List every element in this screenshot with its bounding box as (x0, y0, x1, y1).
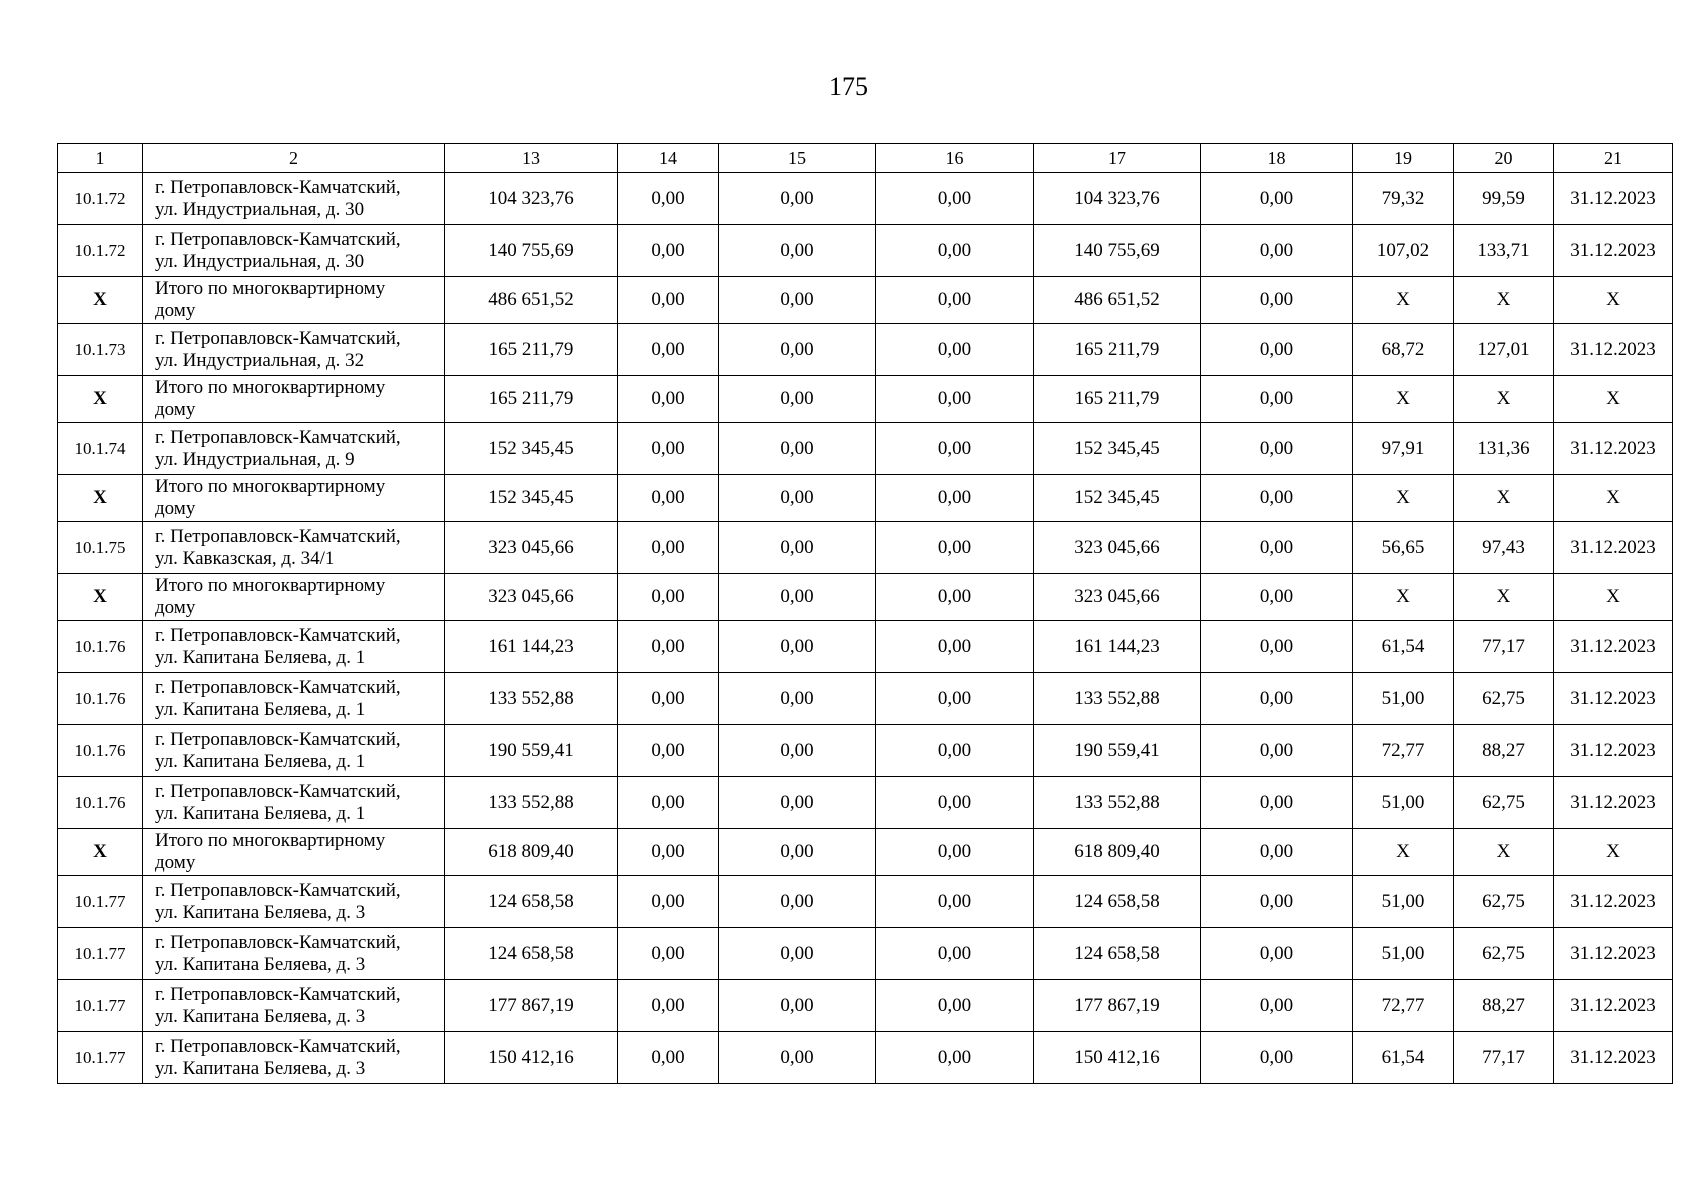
cell-c16: 0,00 (876, 423, 1034, 475)
table-row (58, 1032, 1673, 1084)
cell-c17: 323 045,66 (1034, 574, 1201, 621)
cell-c14: 0,00 (618, 673, 719, 725)
cell-c16: 0,00 (876, 621, 1034, 673)
cell-c15: 0,00 (719, 376, 876, 423)
cell-c20: 62,75 (1454, 928, 1554, 980)
cell-c19: X (1353, 829, 1454, 876)
cell-c13: 152 345,45 (445, 475, 618, 522)
address-line-1: г. Петропавловск-Камчатский, (155, 426, 401, 448)
cell-c16: 0,00 (876, 324, 1034, 376)
address-line-1: Итого по многоквартирному (155, 830, 386, 851)
cell-c14: 0,00 (618, 225, 719, 277)
row-index-cell: 10.1.72 (58, 173, 143, 225)
cell-c19: X (1353, 475, 1454, 522)
cell-c13: 150 412,16 (445, 1032, 618, 1084)
data-table (57, 143, 1673, 1084)
address-cell (143, 673, 445, 725)
row-index-cell: X (58, 475, 143, 522)
address-line-2: ул. Индустриальная, д. 30 (155, 198, 365, 220)
cell-c15: 0,00 (719, 829, 876, 876)
cell-c18: 0,00 (1201, 980, 1353, 1032)
cell-c16: 0,00 (876, 225, 1034, 277)
table-body (58, 173, 1673, 1084)
col-header: 20 (1454, 144, 1554, 173)
cell-c21: 31.12.2023 (1554, 522, 1673, 574)
cell-c14: 0,00 (618, 475, 719, 522)
address-line-2: дому (155, 852, 196, 873)
total-row (58, 376, 1673, 423)
table-row (58, 777, 1673, 829)
cell-c17: 161 144,23 (1034, 621, 1201, 673)
address-line-1: г. Петропавловск-Камчатский, (155, 624, 401, 646)
cell-c14: 0,00 (618, 173, 719, 225)
cell-c13: 124 658,58 (445, 876, 618, 928)
address-line-1: г. Петропавловск-Камчатский, (155, 676, 401, 698)
cell-c16: 0,00 (876, 777, 1034, 829)
address-line-1: г. Петропавловск-Камчатский, (155, 780, 401, 802)
cell-c19: 72,77 (1353, 725, 1454, 777)
cell-c19: 61,54 (1353, 1032, 1454, 1084)
cell-c17: 165 211,79 (1034, 376, 1201, 423)
cell-c15: 0,00 (719, 876, 876, 928)
cell-c18: 0,00 (1201, 876, 1353, 928)
cell-c20: 62,75 (1454, 673, 1554, 725)
cell-c15: 0,00 (719, 928, 876, 980)
cell-c15: 0,00 (719, 673, 876, 725)
address-line-1: г. Петропавловск-Камчатский, (155, 1035, 401, 1057)
address-cell (143, 876, 445, 928)
address-line-2: ул. Капитана Беляева, д. 3 (155, 953, 366, 975)
col-header: 17 (1034, 144, 1201, 173)
cell-c19: 97,91 (1353, 423, 1454, 475)
total-row (58, 277, 1673, 324)
cell-c15: 0,00 (719, 324, 876, 376)
col-header: 2 (143, 144, 445, 173)
row-index-cell: X (58, 277, 143, 324)
cell-c19: 51,00 (1353, 673, 1454, 725)
cell-c21: 31.12.2023 (1554, 173, 1673, 225)
cell-c21: 31.12.2023 (1554, 621, 1673, 673)
cell-c15: 0,00 (719, 777, 876, 829)
cell-c17: 152 345,45 (1034, 475, 1201, 522)
address-line-1: г. Петропавловск-Камчатский, (155, 228, 401, 250)
address-cell (143, 225, 445, 277)
cell-c18: 0,00 (1201, 173, 1353, 225)
cell-c16: 0,00 (876, 1032, 1034, 1084)
cell-c20: X (1454, 829, 1554, 876)
cell-c20: 97,43 (1454, 522, 1554, 574)
cell-c16: 0,00 (876, 277, 1034, 324)
row-index-cell: 10.1.76 (58, 621, 143, 673)
cell-c13: 177 867,19 (445, 980, 618, 1032)
cell-c20: X (1454, 574, 1554, 621)
address-cell (143, 277, 445, 324)
address-line-2: ул. Капитана Беляева, д. 3 (155, 901, 366, 923)
col-header: 15 (719, 144, 876, 173)
total-row (58, 829, 1673, 876)
address-line-2: ул. Капитана Беляева, д. 1 (155, 698, 366, 720)
cell-c21: X (1554, 475, 1673, 522)
cell-c21: 31.12.2023 (1554, 1032, 1673, 1084)
cell-c13: 165 211,79 (445, 376, 618, 423)
address-line-2: ул. Индустриальная, д. 32 (155, 349, 365, 371)
cell-c14: 0,00 (618, 829, 719, 876)
cell-c18: 0,00 (1201, 928, 1353, 980)
cell-c15: 0,00 (719, 574, 876, 621)
cell-c13: 323 045,66 (445, 574, 618, 621)
address-line-2: дому (155, 300, 196, 321)
cell-c17: 140 755,69 (1034, 225, 1201, 277)
address-cell (143, 928, 445, 980)
address-line-1: Итого по многоквартирному (155, 377, 386, 398)
cell-c18: 0,00 (1201, 475, 1353, 522)
address-cell (143, 829, 445, 876)
cell-c18: 0,00 (1201, 225, 1353, 277)
cell-c17: 150 412,16 (1034, 1032, 1201, 1084)
cell-c20: 62,75 (1454, 777, 1554, 829)
cell-c21: 31.12.2023 (1554, 928, 1673, 980)
cell-c20: 77,17 (1454, 1032, 1554, 1084)
cell-c13: 486 651,52 (445, 277, 618, 324)
row-index-cell: 10.1.73 (58, 324, 143, 376)
cell-c20: X (1454, 277, 1554, 324)
cell-c16: 0,00 (876, 725, 1034, 777)
address-cell (143, 522, 445, 574)
table-row (58, 225, 1673, 277)
cell-c17: 165 211,79 (1034, 324, 1201, 376)
cell-c17: 124 658,58 (1034, 928, 1201, 980)
cell-c19: 68,72 (1353, 324, 1454, 376)
address-line-2: ул. Капитана Беляева, д. 1 (155, 646, 366, 668)
cell-c15: 0,00 (719, 423, 876, 475)
cell-c20: 88,27 (1454, 980, 1554, 1032)
cell-c19: 61,54 (1353, 621, 1454, 673)
table-row (58, 324, 1673, 376)
cell-c19: 107,02 (1353, 225, 1454, 277)
row-index-cell: X (58, 574, 143, 621)
cell-c15: 0,00 (719, 522, 876, 574)
col-header: 18 (1201, 144, 1353, 173)
cell-c17: 323 045,66 (1034, 522, 1201, 574)
cell-c19: 79,32 (1353, 173, 1454, 225)
cell-c21: X (1554, 574, 1673, 621)
address-line-1: Итого по многоквартирному (155, 476, 386, 497)
cell-c14: 0,00 (618, 980, 719, 1032)
cell-c14: 0,00 (618, 423, 719, 475)
cell-c14: 0,00 (618, 777, 719, 829)
cell-c15: 0,00 (719, 1032, 876, 1084)
cell-c20: 127,01 (1454, 324, 1554, 376)
col-header: 13 (445, 144, 618, 173)
address-line-2: ул. Индустриальная, д. 30 (155, 250, 365, 272)
cell-c17: 104 323,76 (1034, 173, 1201, 225)
cell-c17: 190 559,41 (1034, 725, 1201, 777)
cell-c16: 0,00 (876, 173, 1034, 225)
total-row (58, 574, 1673, 621)
address-line-1: Итого по многоквартирному (155, 278, 386, 299)
cell-c21: 31.12.2023 (1554, 725, 1673, 777)
col-header: 16 (876, 144, 1034, 173)
cell-c20: 62,75 (1454, 876, 1554, 928)
cell-c16: 0,00 (876, 376, 1034, 423)
table-row (58, 876, 1673, 928)
cell-c13: 133 552,88 (445, 673, 618, 725)
cell-c16: 0,00 (876, 475, 1034, 522)
cell-c14: 0,00 (618, 277, 719, 324)
cell-c13: 133 552,88 (445, 777, 618, 829)
table-row (58, 522, 1673, 574)
cell-c14: 0,00 (618, 928, 719, 980)
cell-c20: 99,59 (1454, 173, 1554, 225)
cell-c15: 0,00 (719, 980, 876, 1032)
address-line-2: дому (155, 399, 196, 420)
cell-c13: 140 755,69 (445, 225, 618, 277)
cell-c20: 131,36 (1454, 423, 1554, 475)
cell-c16: 0,00 (876, 673, 1034, 725)
cell-c21: 31.12.2023 (1554, 777, 1673, 829)
cell-c18: 0,00 (1201, 673, 1353, 725)
address-cell (143, 980, 445, 1032)
cell-c14: 0,00 (618, 876, 719, 928)
cell-c18: 0,00 (1201, 376, 1353, 423)
cell-c13: 124 658,58 (445, 928, 618, 980)
address-line-2: ул. Индустриальная, д. 9 (155, 448, 355, 470)
row-index-cell: 10.1.76 (58, 725, 143, 777)
col-header: 19 (1353, 144, 1454, 173)
cell-c13: 618 809,40 (445, 829, 618, 876)
cell-c17: 133 552,88 (1034, 673, 1201, 725)
row-index-cell: X (58, 829, 143, 876)
cell-c14: 0,00 (618, 324, 719, 376)
col-header: 1 (58, 144, 143, 173)
row-index-cell: 10.1.76 (58, 673, 143, 725)
cell-c18: 0,00 (1201, 423, 1353, 475)
address-line-1: г. Петропавловск-Камчатский, (155, 728, 401, 750)
cell-c21: 31.12.2023 (1554, 980, 1673, 1032)
table-row (58, 621, 1673, 673)
cell-c17: 124 658,58 (1034, 876, 1201, 928)
cell-c17: 486 651,52 (1034, 277, 1201, 324)
cell-c21: X (1554, 277, 1673, 324)
cell-c15: 0,00 (719, 475, 876, 522)
cell-c21: 31.12.2023 (1554, 876, 1673, 928)
address-line-1: г. Петропавловск-Камчатский, (155, 931, 401, 953)
address-line-1: г. Петропавловск-Камчатский, (155, 525, 401, 547)
cell-c14: 0,00 (618, 522, 719, 574)
row-index-cell: 10.1.77 (58, 980, 143, 1032)
cell-c18: 0,00 (1201, 522, 1353, 574)
address-line-2: ул. Кавказская, д. 34/1 (155, 547, 335, 569)
cell-c18: 0,00 (1201, 1032, 1353, 1084)
cell-c15: 0,00 (719, 621, 876, 673)
cell-c18: 0,00 (1201, 574, 1353, 621)
cell-c17: 152 345,45 (1034, 423, 1201, 475)
cell-c19: X (1353, 376, 1454, 423)
cell-c20: X (1454, 376, 1554, 423)
page-number: 175 (829, 72, 868, 101)
cell-c17: 618 809,40 (1034, 829, 1201, 876)
row-index-cell: 10.1.75 (58, 522, 143, 574)
cell-c13: 165 211,79 (445, 324, 618, 376)
row-index-cell: X (58, 376, 143, 423)
cell-c13: 190 559,41 (445, 725, 618, 777)
cell-c16: 0,00 (876, 522, 1034, 574)
address-cell (143, 475, 445, 522)
address-line-2: ул. Капитана Беляева, д. 3 (155, 1057, 366, 1079)
cell-c21: X (1554, 829, 1673, 876)
row-index-cell: 10.1.74 (58, 423, 143, 475)
total-row (58, 475, 1673, 522)
cell-c17: 133 552,88 (1034, 777, 1201, 829)
col-header: 14 (618, 144, 719, 173)
row-index-cell: 10.1.77 (58, 928, 143, 980)
cell-c14: 0,00 (618, 1032, 719, 1084)
cell-c19: 72,77 (1353, 980, 1454, 1032)
cell-c18: 0,00 (1201, 621, 1353, 673)
row-index-cell: 10.1.76 (58, 777, 143, 829)
address-line-2: дому (155, 498, 196, 519)
address-line-2: ул. Капитана Беляева, д. 3 (155, 1005, 366, 1027)
address-cell (143, 725, 445, 777)
address-line-2: дому (155, 597, 196, 618)
address-line-1: г. Петропавловск-Камчатский, (155, 327, 401, 349)
cell-c20: X (1454, 475, 1554, 522)
cell-c18: 0,00 (1201, 777, 1353, 829)
cell-c20: 133,71 (1454, 225, 1554, 277)
table-row (58, 173, 1673, 225)
address-line-2: ул. Капитана Беляева, д. 1 (155, 750, 366, 772)
cell-c18: 0,00 (1201, 324, 1353, 376)
cell-c13: 323 045,66 (445, 522, 618, 574)
cell-c16: 0,00 (876, 876, 1034, 928)
col-header: 21 (1554, 144, 1673, 173)
cell-c13: 152 345,45 (445, 423, 618, 475)
address-line-1: г. Петропавловск-Камчатский, (155, 879, 401, 901)
address-cell (143, 423, 445, 475)
cell-c16: 0,00 (876, 928, 1034, 980)
cell-c16: 0,00 (876, 574, 1034, 621)
cell-c15: 0,00 (719, 225, 876, 277)
cell-c18: 0,00 (1201, 725, 1353, 777)
cell-c13: 104 323,76 (445, 173, 618, 225)
row-index-cell: 10.1.72 (58, 225, 143, 277)
cell-c19: 51,00 (1353, 928, 1454, 980)
address-line-1: г. Петропавловск-Камчатский, (155, 983, 401, 1005)
cell-c21: 31.12.2023 (1554, 324, 1673, 376)
row-index-cell: 10.1.77 (58, 1032, 143, 1084)
cell-c20: 88,27 (1454, 725, 1554, 777)
address-cell (143, 1032, 445, 1084)
cell-c19: 51,00 (1353, 876, 1454, 928)
cell-c14: 0,00 (618, 376, 719, 423)
cell-c14: 0,00 (618, 574, 719, 621)
cell-c16: 0,00 (876, 829, 1034, 876)
cell-c21: 31.12.2023 (1554, 225, 1673, 277)
header-row (58, 144, 1673, 173)
address-line-1: г. Петропавловск-Камчатский, (155, 176, 401, 198)
address-cell (143, 574, 445, 621)
address-cell (143, 621, 445, 673)
cell-c18: 0,00 (1201, 829, 1353, 876)
table-row (58, 673, 1673, 725)
cell-c21: 31.12.2023 (1554, 673, 1673, 725)
table-row (58, 928, 1673, 980)
row-index-cell: 10.1.77 (58, 876, 143, 928)
address-line-1: Итого по многоквартирному (155, 575, 386, 596)
cell-c19: 51,00 (1353, 777, 1454, 829)
table-row (58, 980, 1673, 1032)
address-cell (143, 324, 445, 376)
address-cell (143, 376, 445, 423)
cell-c19: X (1353, 277, 1454, 324)
cell-c15: 0,00 (719, 725, 876, 777)
cell-c14: 0,00 (618, 725, 719, 777)
cell-c15: 0,00 (719, 277, 876, 324)
cell-c17: 177 867,19 (1034, 980, 1201, 1032)
cell-c20: 77,17 (1454, 621, 1554, 673)
address-line-2: ул. Капитана Беляева, д. 1 (155, 802, 366, 824)
table-row (58, 423, 1673, 475)
address-cell (143, 777, 445, 829)
cell-c18: 0,00 (1201, 277, 1353, 324)
cell-c14: 0,00 (618, 621, 719, 673)
table-row (58, 725, 1673, 777)
cell-c21: 31.12.2023 (1554, 423, 1673, 475)
cell-c19: X (1353, 574, 1454, 621)
cell-c19: 56,65 (1353, 522, 1454, 574)
cell-c21: X (1554, 376, 1673, 423)
cell-c13: 161 144,23 (445, 621, 618, 673)
address-cell (143, 173, 445, 225)
cell-c16: 0,00 (876, 980, 1034, 1032)
cell-c15: 0,00 (719, 173, 876, 225)
